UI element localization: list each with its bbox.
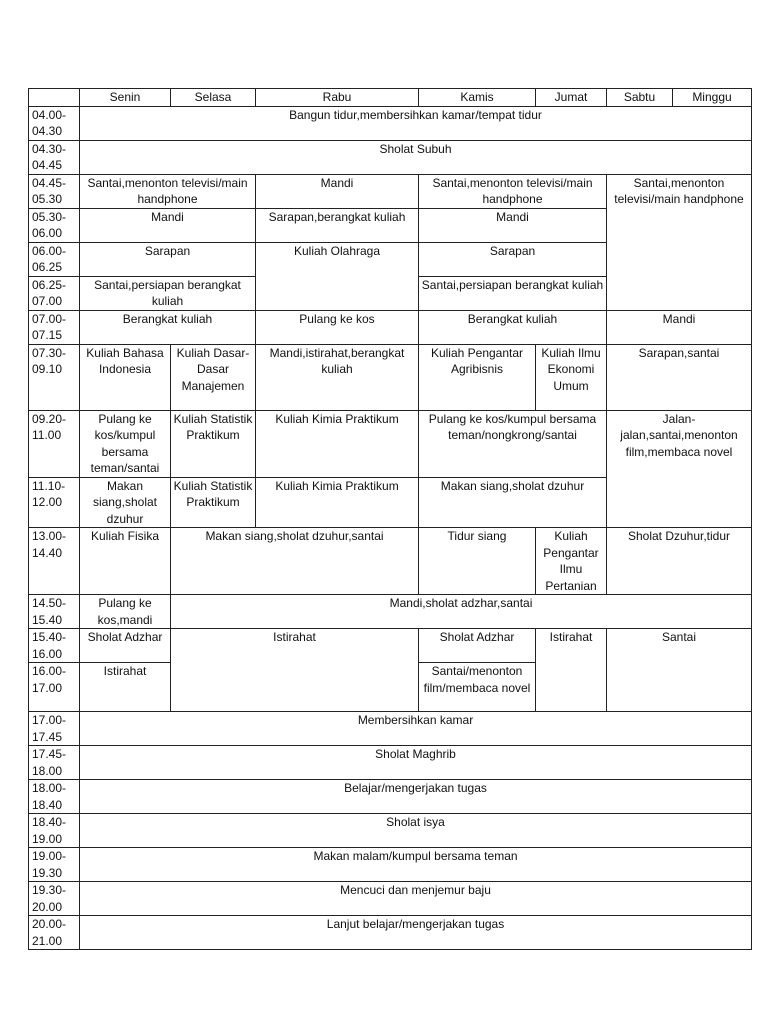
activity-cell: Membersihkan kamar bbox=[80, 712, 752, 746]
table-row bbox=[29, 629, 752, 663]
time-cell: 07.00-07.15 bbox=[29, 310, 80, 344]
activity-cell: Mencuci dan menjemur baju bbox=[80, 882, 752, 916]
activity-cell: Sholat Dzuhur,tidur bbox=[607, 528, 752, 595]
schedule-table bbox=[28, 88, 752, 950]
table-row bbox=[29, 410, 752, 477]
activity-cell: Kuliah Statistik Praktikum bbox=[171, 477, 256, 528]
table-row bbox=[29, 344, 752, 410]
time-cell: 04.45-05.30 bbox=[29, 174, 80, 208]
activity-cell: Santai,menonton televisi/main handphone bbox=[607, 174, 752, 310]
table-row bbox=[29, 595, 752, 629]
activity-cell: Jalan-jalan,santai,menonton film,membaca novel bbox=[607, 410, 752, 528]
table-row bbox=[29, 916, 752, 950]
activity-cell: Kuliah Pengantar Agribisnis bbox=[419, 344, 536, 410]
header-jumat: Jumat bbox=[536, 89, 607, 107]
activity-cell: Istirahat bbox=[536, 629, 607, 712]
activity-cell: Makan siang,sholat dzuhur bbox=[80, 477, 171, 528]
header-rabu: Rabu bbox=[256, 89, 419, 107]
activity-cell: Kuliah Bahasa Indonesia bbox=[80, 344, 171, 410]
table-row bbox=[29, 528, 752, 595]
activity-cell: Sarapan,berangkat kuliah bbox=[256, 208, 419, 242]
time-cell: 11.10-12.00 bbox=[29, 477, 80, 528]
table-row bbox=[29, 712, 752, 746]
table-row bbox=[29, 780, 752, 814]
activity-cell: Santai bbox=[607, 629, 752, 712]
activity-cell: Pulang ke kos/kumpul bersama teman/santai bbox=[80, 410, 171, 477]
table-row bbox=[29, 106, 752, 140]
activity-cell: Santai,menonton televisi/main handphone bbox=[80, 174, 256, 208]
activity-cell: Berangkat kuliah bbox=[80, 310, 256, 344]
time-cell: 09.20-11.00 bbox=[29, 410, 80, 477]
header-senin: Senin bbox=[80, 89, 171, 107]
activity-cell: Mandi bbox=[80, 208, 256, 242]
time-cell: 06.00-06.25 bbox=[29, 242, 80, 276]
time-cell: 17.00-17.45 bbox=[29, 712, 80, 746]
activity-cell: Mandi bbox=[256, 174, 419, 208]
time-cell: 19.00-19.30 bbox=[29, 848, 80, 882]
table-row bbox=[29, 140, 752, 174]
activity-cell: Santai,persiapan berangkat kuliah bbox=[80, 276, 256, 310]
activity-cell: Mandi,istirahat,berangkat kuliah bbox=[256, 344, 419, 410]
activity-cell: Santai/menonton film/membaca novel bbox=[419, 663, 536, 712]
activity-cell: Pulang ke kos/kumpul bersama teman/nongkrong/santai bbox=[419, 410, 607, 477]
activity-cell: Pulang ke kos,mandi bbox=[80, 595, 171, 629]
activity-cell: Sarapan bbox=[419, 242, 607, 276]
activity-cell: Santai,menonton televisi/main handphone bbox=[419, 174, 607, 208]
time-cell: 19.30-20.00 bbox=[29, 882, 80, 916]
time-cell: 16.00-17.00 bbox=[29, 663, 80, 712]
table-row bbox=[29, 746, 752, 780]
table-row bbox=[29, 848, 752, 882]
activity-cell: Berangkat kuliah bbox=[419, 310, 607, 344]
activity-cell: Kuliah Kimia Praktikum bbox=[256, 410, 419, 477]
activity-cell: Makan siang,sholat dzuhur,santai bbox=[171, 528, 419, 595]
table-row bbox=[29, 882, 752, 916]
activity-cell: Sholat Adzhar bbox=[419, 629, 536, 663]
activity-cell: Sholat Maghrib bbox=[80, 746, 752, 780]
activity-cell: Istirahat bbox=[171, 629, 419, 712]
activity-cell: Kuliah Olahraga bbox=[256, 242, 419, 310]
activity-cell: Istirahat bbox=[80, 663, 171, 712]
activity-cell: Mandi bbox=[607, 310, 752, 344]
activity-cell: Kuliah Statistik Praktikum bbox=[171, 410, 256, 477]
header-time bbox=[29, 89, 80, 107]
activity-cell: Lanjut belajar/mengerjakan tugas bbox=[80, 916, 752, 950]
header-minggu: Minggu bbox=[673, 89, 752, 107]
time-cell: 15.40-16.00 bbox=[29, 629, 80, 663]
time-cell: 18.00-18.40 bbox=[29, 780, 80, 814]
time-cell: 17.45-18.00 bbox=[29, 746, 80, 780]
activity-cell: Mandi bbox=[419, 208, 607, 242]
time-cell: 20.00-21.00 bbox=[29, 916, 80, 950]
time-cell: 13.00-14.40 bbox=[29, 528, 80, 595]
activity-cell: Kuliah Kimia Praktikum bbox=[256, 477, 419, 528]
activity-cell: Sarapan,santai bbox=[607, 344, 752, 410]
time-cell: 07.30-09.10 bbox=[29, 344, 80, 410]
table-row bbox=[29, 310, 752, 344]
activity-cell: Santai,persiapan berangkat kuliah bbox=[419, 276, 607, 310]
activity-cell: Kuliah Pengantar Ilmu Pertanian bbox=[536, 528, 607, 595]
header-row bbox=[29, 89, 752, 107]
header-sabtu: Sabtu bbox=[607, 89, 673, 107]
time-cell: 04.00-04.30 bbox=[29, 106, 80, 140]
activity-cell: Makan siang,sholat dzuhur bbox=[419, 477, 607, 528]
time-cell: 18.40-19.00 bbox=[29, 814, 80, 848]
time-cell: 05.30-06.00 bbox=[29, 208, 80, 242]
activity-cell: Sholat Adzhar bbox=[80, 629, 171, 663]
header-selasa: Selasa bbox=[171, 89, 256, 107]
time-cell: 04.30-04.45 bbox=[29, 140, 80, 174]
activity-cell: Sholat isya bbox=[80, 814, 752, 848]
activity-cell: Tidur siang bbox=[419, 528, 536, 595]
activity-cell: Sarapan bbox=[80, 242, 256, 276]
time-cell: 14.50-15.40 bbox=[29, 595, 80, 629]
activity-cell: Kuliah Fisika bbox=[80, 528, 171, 595]
activity-cell: Makan malam/kumpul bersama teman bbox=[80, 848, 752, 882]
activity-cell: Kuliah Ilmu Ekonomi Umum bbox=[536, 344, 607, 410]
table-row bbox=[29, 174, 752, 208]
activity-cell: Bangun tidur,membersihkan kamar/tempat tidur bbox=[80, 106, 752, 140]
activity-cell: Belajar/mengerjakan tugas bbox=[80, 780, 752, 814]
activity-cell: Sholat Subuh bbox=[80, 140, 752, 174]
time-cell: 06.25-07.00 bbox=[29, 276, 80, 310]
table-row bbox=[29, 814, 752, 848]
activity-cell: Kuliah Dasar-Dasar Manajemen bbox=[171, 344, 256, 410]
activity-cell: Pulang ke kos bbox=[256, 310, 419, 344]
header-kamis: Kamis bbox=[419, 89, 536, 107]
activity-cell: Mandi,sholat adzhar,santai bbox=[171, 595, 752, 629]
